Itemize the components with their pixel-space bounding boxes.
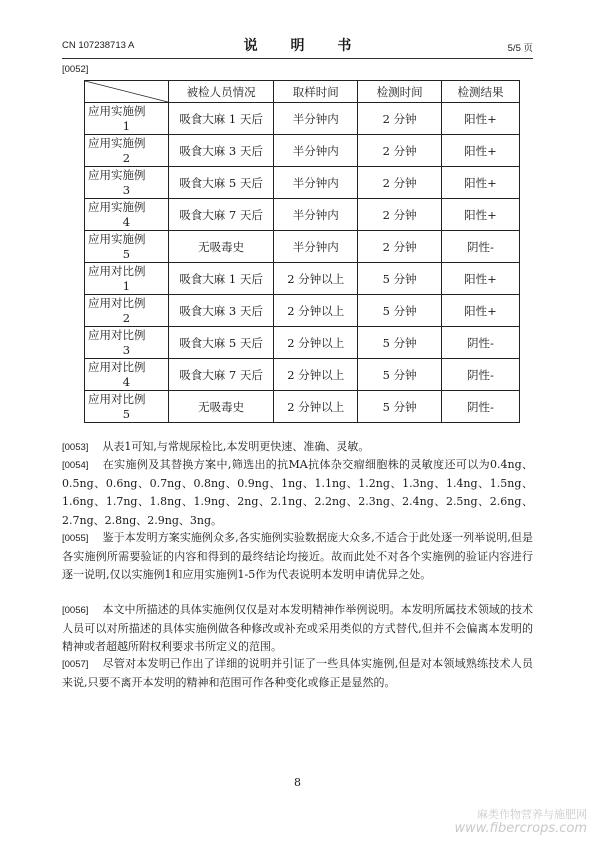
cell-sample-time: 2 分钟以上 [274,391,358,423]
cell-sample-time: 半分钟内 [274,199,358,231]
paragraph-0053 [62,438,533,457]
paragraph-number: [0055] [62,533,89,544]
table-row [85,263,520,295]
patent-number: CN 107238713 A [62,40,135,51]
cell-result: 阳性+ [442,199,520,231]
row-label: 应用对比例 2 [85,295,169,327]
paragraph-number: [0053] [62,442,89,453]
watermark-site-name: 麻类作物营养与施肥网 [477,808,587,821]
row-label: 应用对比例 5 [85,391,169,423]
paragraph-text: 在实施例及其替换方案中,筛选出的抗MA抗体杂交瘤细胞株的灵敏度还可以为0.4ng、0.5ng、0.6ng、0.7ng、0.8ng、0.9ng、1ng、1.1ng、1.2ng、1.3ng、1.4ng、1.5ng、1.6ng、1.7ng、1.8ng、1.9ng、2ng、2.1ng、2.2ng、2.3ng、2.4ng、2.5ng、2.6ng、2.7ng、2.8ng、2.9ng、3ng。 [62,458,533,527]
cell-result: 阴性- [442,231,520,263]
paragraph-0056 [62,601,533,657]
cell-sample-time: 2 分钟以上 [274,295,358,327]
table-row [85,103,520,135]
cell-result: 阴性- [442,359,520,391]
column-header-sample-time: 取样时间 [274,81,358,103]
page-header [62,36,533,56]
cell-detect-time: 2 分钟 [358,231,442,263]
cell-subject: 无吸毒史 [168,391,273,423]
cell-subject: 吸食大麻 5 天后 [168,167,273,199]
table-row [85,295,520,327]
paragraph-0057 [62,655,533,692]
cell-sample-time: 2 分钟以上 [274,263,358,295]
cell-sample-time: 2 分钟以上 [274,327,358,359]
column-header-subject: 被检人员情况 [168,81,273,103]
header-rule [62,58,533,59]
paragraph-text: 鉴于本发明方案实施例众多,各实施例实验数据庞大众多,不适合于此处逐一列举说明,但是各实施例所需要验证的内容和得到的最终结论均接近。故而此处不对各个实施例的验证内容进行逐一说明,仅以实施例1和应用实施例1-5作为代表说明本发明申请优异之处。 [62,531,533,582]
cell-result: 阳性+ [442,263,520,295]
results-table [84,80,520,423]
table-row [85,167,520,199]
cell-subject: 吸食大麻 5 天后 [168,327,273,359]
table-header-row [85,81,520,103]
cell-detect-time: 2 分钟 [358,199,442,231]
paragraph-text: 尽管对本发明已作出了详细的说明并引证了一些具体实施例,但是对本领域熟练技术人员来说,只要不离开本发明的精神和范围可作各种变化或修正是显然的。 [62,657,533,690]
table-row [85,199,520,231]
cell-result: 阳性+ [442,295,520,327]
cell-detect-time: 2 分钟 [358,103,442,135]
paragraph-text: 本文中所描述的具体实施例仅仅是对本发明精神作举例说明。本发明所属技术领域的技术人员可以对所描述的具体实施例做各种修改或补充或采用类似的方式替代,但并不会偏离本发明的精神或者超越所附权利要求书所定义的范围。 [62,603,533,654]
cell-sample-time: 2 分钟以上 [274,359,358,391]
page-indicator: 5/5 页 [507,43,533,54]
diagonal-header-cell [85,81,169,103]
paragraph-0054 [62,456,533,530]
cell-result: 阳性+ [442,135,520,167]
cell-detect-time: 2 分钟 [358,167,442,199]
cell-result: 阴性- [442,327,520,359]
cell-result: 阴性- [442,391,520,423]
watermark [454,808,587,836]
cell-sample-time: 半分钟内 [274,231,358,263]
watermark-url: www.fibercrops.com [454,821,587,836]
paragraph-number: [0054] [62,460,89,471]
cell-detect-time: 2 分钟 [358,135,442,167]
row-label: 应用实施例 2 [85,135,169,167]
paragraph-number: [0057] [62,659,89,670]
table-row [85,359,520,391]
paragraph-text: 从表1可知,与常规尿检比,本发明更快速、准确、灵敏。 [102,440,370,453]
cell-subject: 无吸毒史 [168,231,273,263]
cell-detect-time: 5 分钟 [358,391,442,423]
table-row [85,231,520,263]
cell-result: 阳性+ [442,103,520,135]
table-row [85,135,520,167]
cell-detect-time: 5 分钟 [358,359,442,391]
cell-detect-time: 5 分钟 [358,327,442,359]
paragraph-number: [0056] [62,605,89,616]
cell-subject: 吸食大麻 1 天后 [168,103,273,135]
row-label: 应用实施例 5 [85,231,169,263]
cell-subject: 吸食大麻 3 天后 [168,135,273,167]
row-label: 应用实施例 1 [85,103,169,135]
cell-result: 阳性+ [442,167,520,199]
row-label: 应用对比例 3 [85,327,169,359]
paragraph-0055 [62,529,533,585]
cell-detect-time: 5 分钟 [358,295,442,327]
diagonal-line [85,81,168,102]
table-row [85,391,520,423]
paragraph-number-0052: [0052] [62,64,89,75]
row-label: 应用实施例 3 [85,167,169,199]
cell-subject: 吸食大麻 1 天后 [168,263,273,295]
cell-sample-time: 半分钟内 [274,135,358,167]
column-header-result: 检测结果 [442,81,520,103]
column-header-detect-time: 检测时间 [358,81,442,103]
row-label: 应用对比例 1 [85,263,169,295]
cell-sample-time: 半分钟内 [274,167,358,199]
table-row [85,327,520,359]
cell-subject: 吸食大麻 7 天后 [168,199,273,231]
cell-subject: 吸食大麻 3 天后 [168,295,273,327]
cell-subject: 吸食大麻 7 天后 [168,359,273,391]
row-label: 应用对比例 4 [85,359,169,391]
cell-detect-time: 5 分钟 [358,263,442,295]
cell-sample-time: 半分钟内 [274,103,358,135]
row-label: 应用实施例 4 [85,199,169,231]
document-title: 说 明 书 [243,38,366,54]
page-number: 8 [294,776,301,789]
